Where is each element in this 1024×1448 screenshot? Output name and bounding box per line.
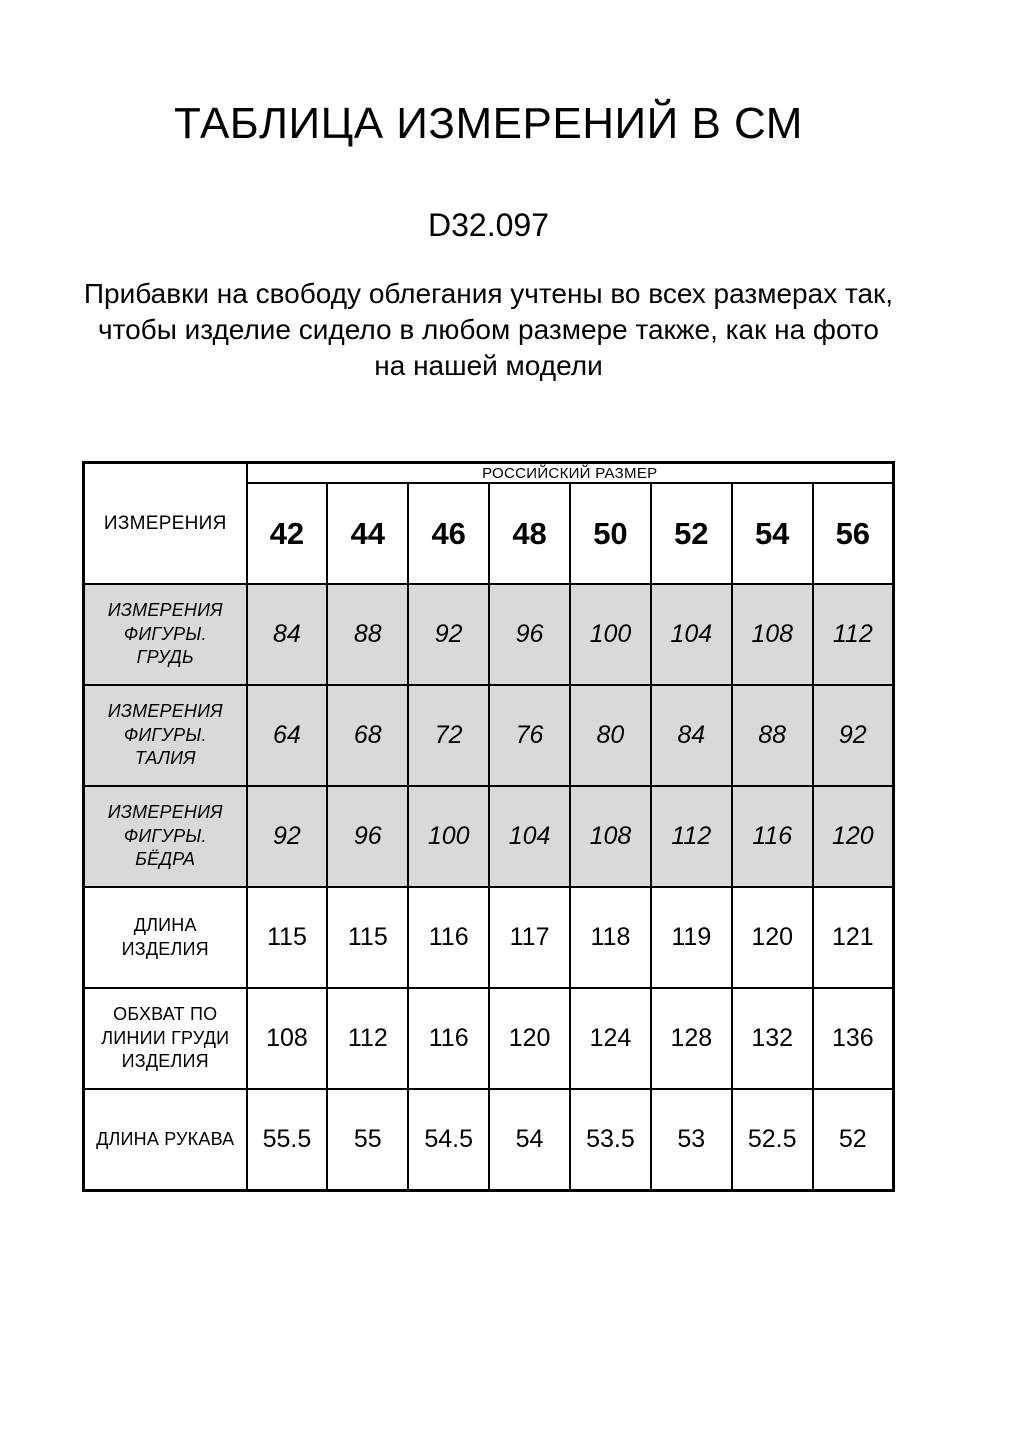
value-cell: 121 [813, 887, 894, 988]
value-cell: 118 [570, 887, 651, 988]
value-cell: 54.5 [408, 1089, 489, 1191]
value-cell: 115 [327, 887, 408, 988]
measurements-table [82, 461, 895, 1192]
value-cell: 120 [732, 887, 813, 988]
value-cell: 112 [327, 988, 408, 1089]
page-title: ТАБЛИЦА ИЗМЕРЕНИЙ В СМ [174, 99, 803, 148]
value-cell: 88 [732, 685, 813, 786]
table-row-garment-length [84, 887, 894, 988]
group-header-row [84, 463, 894, 484]
size-cell-42: 42 [247, 483, 328, 584]
value-cell: 115 [247, 887, 328, 988]
value-cell: 53 [651, 1089, 732, 1191]
value-cell: 68 [327, 685, 408, 786]
value-cell: 104 [651, 584, 732, 685]
fit-note [52, 276, 925, 384]
size-cell-56: 56 [813, 483, 894, 584]
value-cell: 53.5 [570, 1089, 651, 1191]
value-cell: 136 [813, 988, 894, 1089]
row-label: ДЛИНА РУКАВА [84, 1089, 247, 1191]
value-cell: 54 [489, 1089, 570, 1191]
value-cell: 72 [408, 685, 489, 786]
value-cell: 96 [327, 786, 408, 887]
value-cell: 76 [489, 685, 570, 786]
value-cell: 84 [247, 584, 328, 685]
value-cell: 92 [408, 584, 489, 685]
row-label: ДЛИНА ИЗДЕЛИЯ [84, 887, 247, 988]
size-cell-46: 46 [408, 483, 489, 584]
russian-size-header-cell: РОССИЙСКИЙ РАЗМЕР [247, 463, 894, 484]
value-cell: 100 [570, 584, 651, 685]
value-cell: 120 [489, 988, 570, 1089]
fit-note-line-2: чтобы изделие сидело в любом размере также, как на фото [97, 314, 879, 345]
value-cell: 108 [570, 786, 651, 887]
value-cell: 92 [247, 786, 328, 887]
value-cell: 116 [408, 988, 489, 1089]
size-cell-50: 50 [570, 483, 651, 584]
value-cell: 88 [327, 584, 408, 685]
value-cell: 116 [732, 786, 813, 887]
size-cell-54: 54 [732, 483, 813, 584]
table-row-body-waist [84, 685, 894, 786]
row-label: ИЗМЕРЕНИЯ ФИГУРЫ. ГРУДЬ [84, 584, 247, 685]
size-cell-48: 48 [489, 483, 570, 584]
value-cell: 52 [813, 1089, 894, 1191]
value-cell: 116 [408, 887, 489, 988]
value-cell: 80 [570, 685, 651, 786]
value-cell: 108 [732, 584, 813, 685]
row-label: ИЗМЕРЕНИЯ ФИГУРЫ. БЁДРА [84, 786, 247, 887]
value-cell: 100 [408, 786, 489, 887]
value-cell: 52.5 [732, 1089, 813, 1191]
value-cell: 120 [813, 786, 894, 887]
fit-note-line-1: Прибавки на свободу облегания учтены во всех размерах так, [83, 278, 894, 309]
table-row-garment-chest-girth [84, 988, 894, 1089]
measurements-corner-cell: ИЗМЕРЕНИЯ [84, 463, 247, 585]
value-cell: 132 [732, 988, 813, 1089]
value-cell: 96 [489, 584, 570, 685]
value-cell: 124 [570, 988, 651, 1089]
table-row-sleeve-length [84, 1089, 894, 1191]
value-cell: 119 [651, 887, 732, 988]
fit-note-line-3: на нашей модели [374, 350, 603, 381]
article-number: D32.097 [428, 207, 549, 243]
value-cell: 92 [813, 685, 894, 786]
row-label: ОБХВАТ ПО ЛИНИИ ГРУДИ ИЗДЕЛИЯ [84, 988, 247, 1089]
size-cell-44: 44 [327, 483, 408, 584]
size-cell-52: 52 [651, 483, 732, 584]
value-cell: 64 [247, 685, 328, 786]
value-cell: 112 [813, 584, 894, 685]
value-cell: 117 [489, 887, 570, 988]
value-cell: 84 [651, 685, 732, 786]
value-cell: 112 [651, 786, 732, 887]
table-row-body-hips [84, 786, 894, 887]
row-label: ИЗМЕРЕНИЯ ФИГУРЫ. ТАЛИЯ [84, 685, 247, 786]
table-row-body-chest [84, 584, 894, 685]
value-cell: 55 [327, 1089, 408, 1191]
value-cell: 104 [489, 786, 570, 887]
value-cell: 55.5 [247, 1089, 328, 1191]
value-cell: 108 [247, 988, 328, 1089]
value-cell: 128 [651, 988, 732, 1089]
